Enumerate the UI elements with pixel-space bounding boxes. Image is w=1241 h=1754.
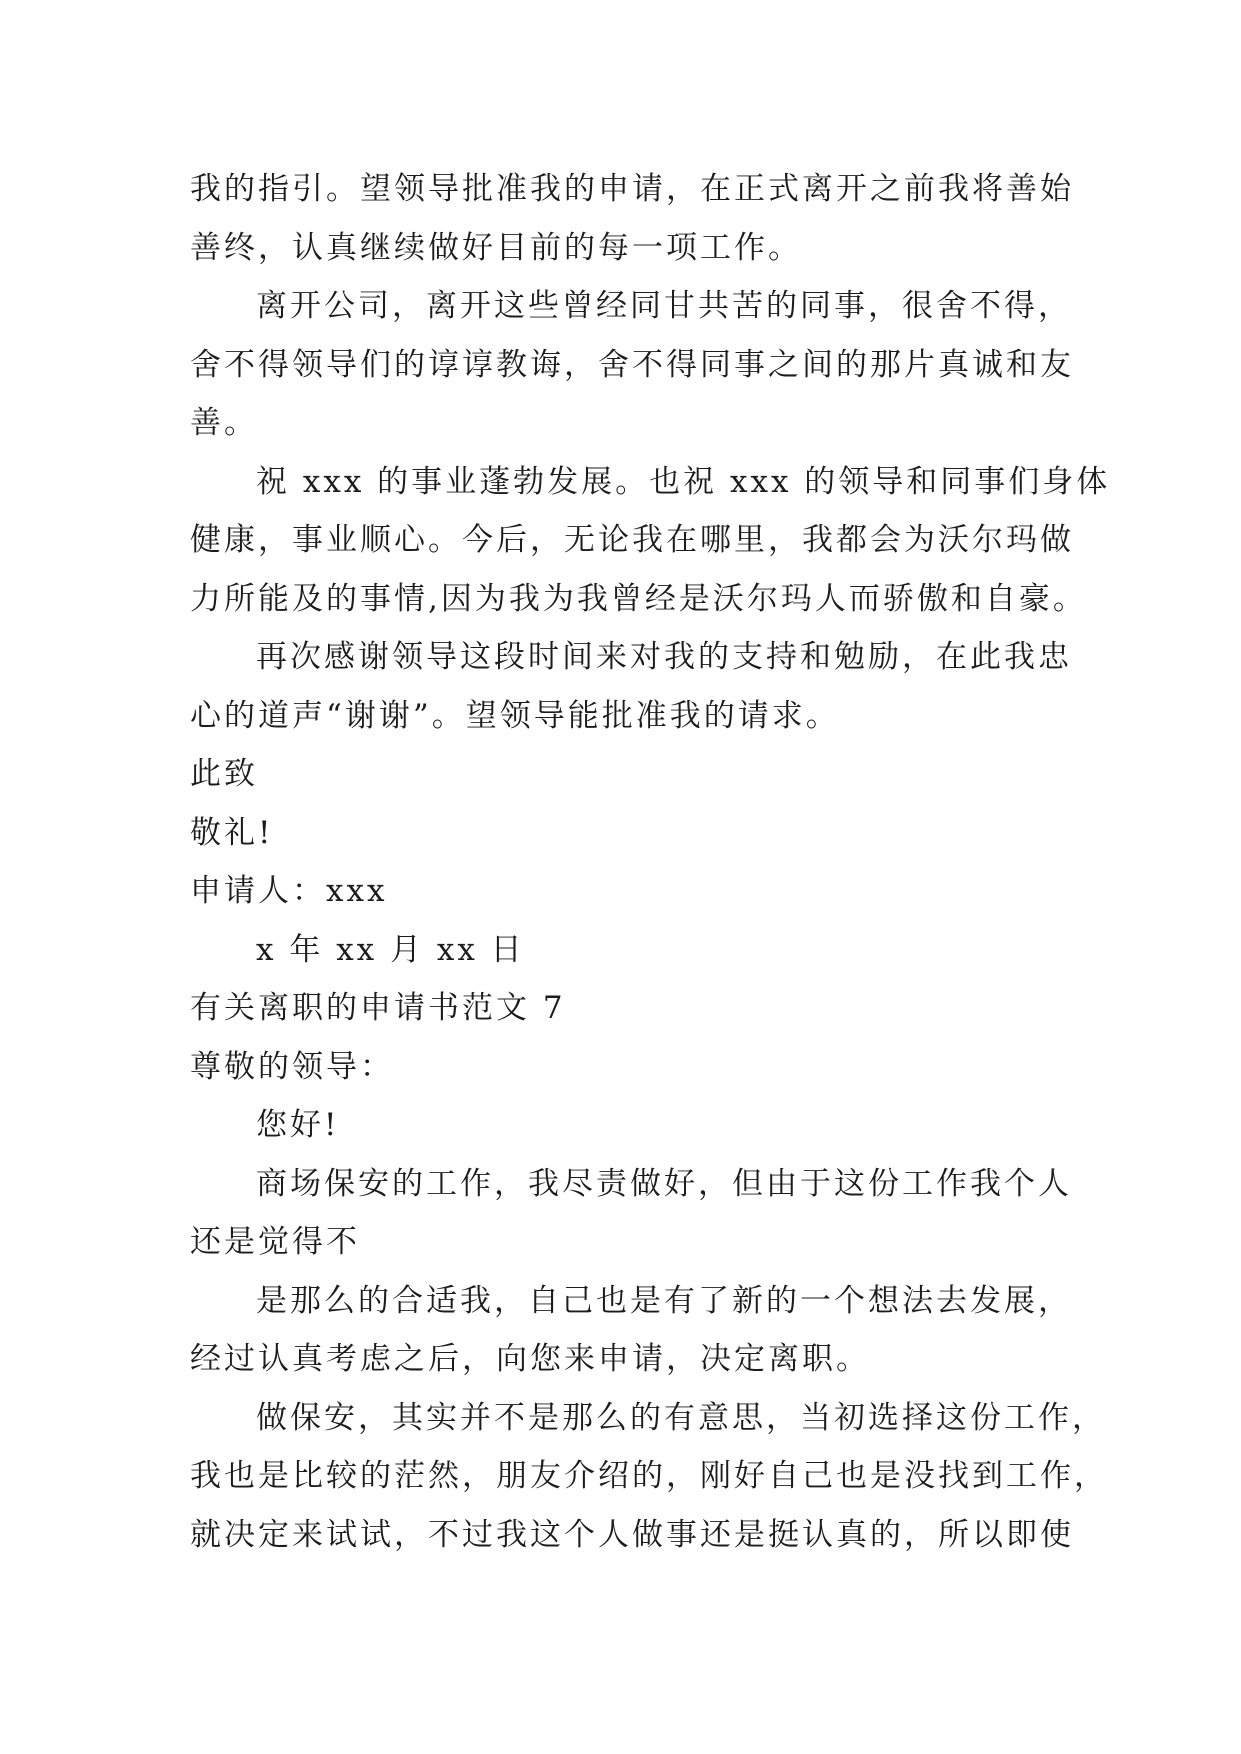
text-line: 经过认真考虑之后，向您来申请，决定离职。 [190,1341,870,1377]
document-body [190,160,1111,1564]
text-line: 就决定来试试，不过我这个人做事还是挺认真的，所以即使 [190,1516,1074,1553]
text-line: 祝 xxx 的事业蓬勃发展。也祝 xxx 的领导和同事们身体 [256,463,1111,500]
text-line: 舍不得领导们的谆谆教诲，舍不得同事之间的那片真诚和友 [190,346,1074,383]
text-line: 商场保安的工作，我尽责做好，但由于这份工作我个人 [256,1165,1072,1202]
salutation-regards: 敬礼! [190,814,274,851]
text-line: 还是觉得不 [190,1224,360,1260]
text-line: 我的指引。望领导批准我的申请，在正式离开之前我将善始 [190,171,1074,207]
text-line: 做保安，其实并不是那么的有意思，当初选择这份工作， [256,1399,1106,1436]
text-line: 善终，认真继续做好目前的每一项工作。 [190,229,802,266]
letter-hello: 您好! [256,1107,340,1143]
text-line: 再次感谢领导这段时间来对我的支持和勉励，在此我忠 [256,639,1072,675]
text-line: 是那么的合适我，自己也是有了新的一个想法去发展， [256,1282,1072,1319]
signature-date: x 年 xx 月 xx 日 [256,931,525,968]
text-line: 力所能及的事情,因为我为我曾经是沃尔玛人而骄傲和自豪。 [190,580,1087,617]
text-line: 健康，事业顺心。今后，无论我在哪里，我都会为沃尔玛做 [190,522,1074,558]
salutation-closing: 此致 [190,756,258,792]
applicant-signature: 申请人：xxx [190,873,388,909]
section-heading: 有关离职的申请书范文 7 [190,990,566,1026]
text-line: 离开公司，离开这些曾经同甘共苦的同事，很舍不得， [256,288,1072,324]
text-line: 心的道声“谢谢”。望领导能批准我的请求。 [190,697,840,734]
text-line: 善。 [190,405,258,441]
text-line: 我也是比较的茫然，朋友介绍的，刚好自己也是没找到工作， [190,1458,1108,1494]
letter-greeting: 尊敬的领导： [190,1048,394,1085]
